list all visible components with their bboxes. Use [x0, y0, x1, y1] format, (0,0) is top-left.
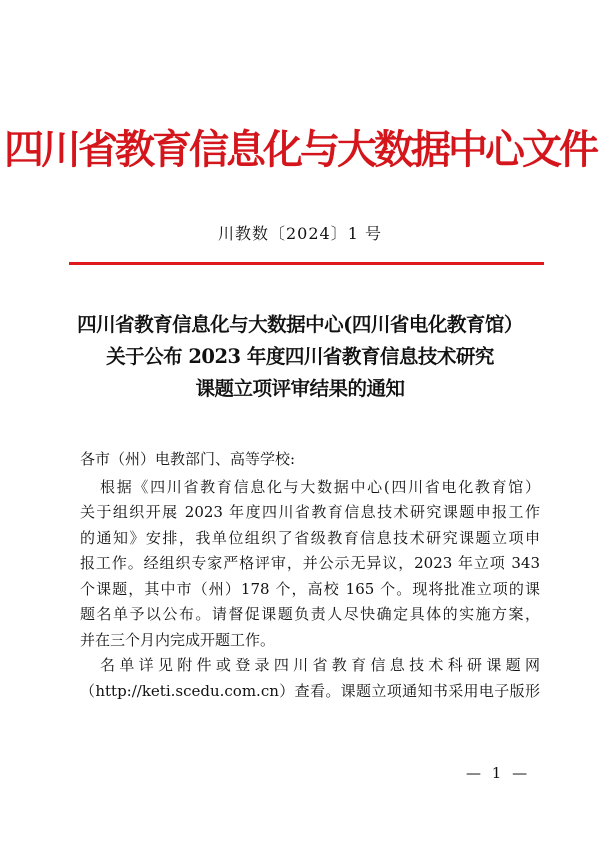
paragraph-line: 名单详见附件或登录四川省教育信息技术科研课题网 — [100, 656, 540, 674]
subject-line-1: 四川省教育信息化与大数据中心(四川省电化教育馆） — [77, 313, 523, 336]
paragraph-line: 关于组织开展 2023 年度四川省教育信息技术研究课题申报工作 — [80, 503, 540, 521]
document-header-title: 四川省教育信息化与大数据中心文件 — [4, 126, 596, 173]
paragraph-line: 报工作。经组织专家严格评审，并公示无异议，2023 年立项 343 — [80, 554, 540, 572]
paragraph-line: 根据《四川省教育信息化与大数据中心(四川省电化教育馆） — [100, 477, 540, 496]
red-divider-line — [69, 262, 544, 265]
subject-line-3: 课题立项评审结果的通知 — [195, 377, 405, 400]
notice-subject — [60, 309, 540, 405]
body-paragraph-1 — [80, 475, 540, 654]
subject-line-2: 关于公布 2023 年度四川省教育信息技术研究 — [106, 345, 494, 368]
document-number: 川教数〔2024〕1 号 — [218, 224, 382, 243]
body-paragraph-2 — [80, 653, 540, 704]
paragraph-line: （http://keti.scedu.com.cn）查看。课题立项通知书采用电子版形 — [80, 681, 540, 700]
paragraph-line: 题名单予以公布。请督促课题负责人尽快确定具体的实施方案， — [80, 605, 540, 623]
notice-body — [80, 447, 540, 704]
salutation: 各市（州）电教部门、高等学校: — [80, 450, 296, 468]
paragraph-line: 的通知》安排，我单位组织了省级教育信息技术研究课题立项申 — [80, 528, 540, 547]
paragraph-line: 并在三个月内完成开题工作。 — [80, 630, 276, 649]
paragraph-line: 个课题，其中市（州）178 个，高校 165 个。现将批准立项的课 — [80, 579, 540, 598]
page-number: — 1 — — [466, 764, 531, 782]
